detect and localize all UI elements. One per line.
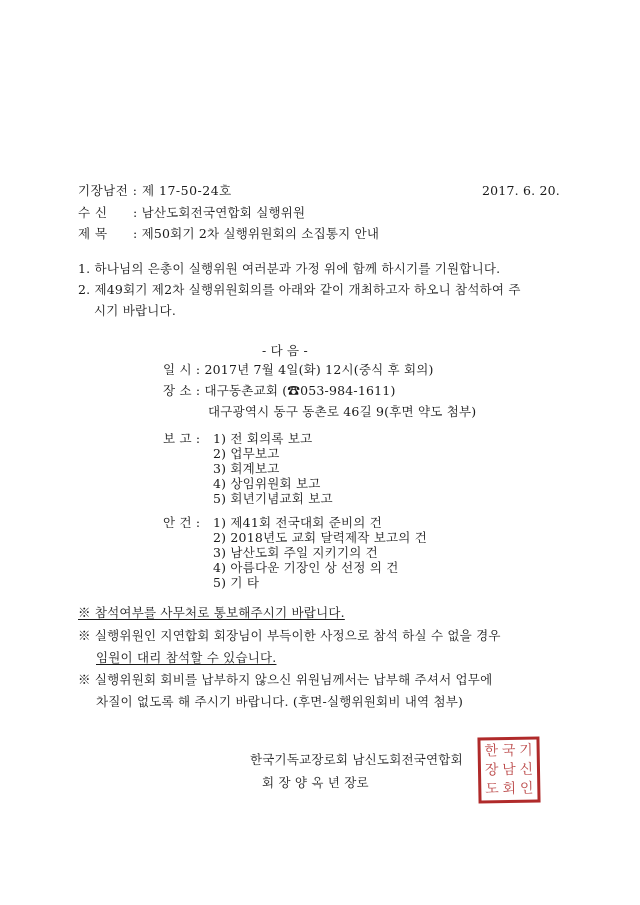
note-2-line-1: ※ 실행위원인 지연합회 회장님이 부득이한 사정으로 참석 하실 수 없을 경우 bbox=[78, 628, 501, 643]
document-number: 기장남전 : 제 17-50-24호 bbox=[78, 183, 232, 198]
report-item: 5) 회년기념교회 보고 bbox=[213, 491, 333, 506]
seal-char: 신 bbox=[519, 761, 534, 778]
recipient-label: 수 신 bbox=[78, 205, 108, 220]
meeting-place: 장 소 : 대구동촌교회 (☎053-984-1611) bbox=[163, 383, 396, 398]
agenda-item: 2) 2018년도 교회 달력제작 보고의 건 bbox=[213, 530, 428, 545]
paragraph-1: 1. 하나님의 은총이 실행위원 여러분과 가정 위에 함께 하시기를 기원합니다. bbox=[78, 261, 501, 276]
agenda-item: 5) 기 타 bbox=[213, 575, 260, 590]
paragraph-2-line-1: 2. 제49회기 제2차 실행위원회의를 아래와 같이 개최하고자 하오니 참석하여 주 bbox=[78, 282, 521, 297]
note-3-line-2: 차질이 없도록 해 주시기 바랍니다. (후면-실행위원회비 내역 첨부) bbox=[96, 694, 464, 709]
agenda-item: 1) 제41회 전국대회 준비의 건 bbox=[213, 515, 382, 530]
agenda-item: 3) 남산도회 주일 지키기의 건 bbox=[213, 545, 378, 560]
signatory-name: 회 장 양 옥 년 장로 bbox=[262, 775, 369, 790]
note-2-line-2: 임원이 대리 참석할 수 있습니다. bbox=[96, 650, 277, 665]
report-item: 2) 업무보고 bbox=[213, 446, 280, 461]
subject-value: : 제50회기 2차 실행위원회의 소집통지 안내 bbox=[133, 226, 380, 241]
seal-char: 남 bbox=[502, 761, 516, 779]
subject-label: 제 목 bbox=[78, 226, 108, 241]
document-date: 2017. 6. 20. bbox=[482, 183, 560, 198]
official-seal bbox=[477, 736, 540, 803]
details-heading: - 다 음 - bbox=[262, 343, 308, 358]
meeting-datetime: 일 시 : 2017년 7월 4일(화) 12시(중식 후 회의) bbox=[163, 362, 434, 377]
paragraph-2-line-2: 시기 바랍니다. bbox=[94, 303, 176, 318]
seal-char: 한 bbox=[484, 743, 499, 760]
recipient-value: : 남산도회전국연합회 실행위원 bbox=[133, 205, 306, 220]
seal-char: 장 bbox=[484, 762, 499, 779]
reports-label: 보 고 : bbox=[163, 431, 201, 446]
report-item: 3) 회계보고 bbox=[213, 461, 280, 476]
note-1: ※ 참석여부를 사무처로 통보해주시기 바랍니다. bbox=[78, 605, 345, 620]
seal-char: 기 bbox=[519, 742, 533, 760]
meeting-address: 대구광역시 동구 동촌로 46길 9(후면 약도 첨부) bbox=[208, 404, 477, 419]
report-item: 4) 상임위원회 보고 bbox=[213, 476, 321, 491]
seal-char: 국 bbox=[501, 743, 516, 760]
organization-name: 한국기독교장로회 남신도회전국연합회 bbox=[250, 752, 463, 767]
report-item: 1) 전 회의록 보고 bbox=[213, 431, 313, 446]
seal-char: 도 bbox=[485, 780, 499, 798]
seal-char: 인 bbox=[519, 780, 534, 797]
seal-char: 회 bbox=[502, 780, 517, 797]
agenda-label: 안 건 : bbox=[163, 515, 201, 530]
agenda-item: 4) 아름다운 기장인 상 선정 의 건 bbox=[213, 560, 399, 575]
note-3-line-1: ※ 실행위원회 회비를 납부하지 않으신 위원님께서는 납부해 주셔서 업무에 bbox=[78, 672, 493, 687]
